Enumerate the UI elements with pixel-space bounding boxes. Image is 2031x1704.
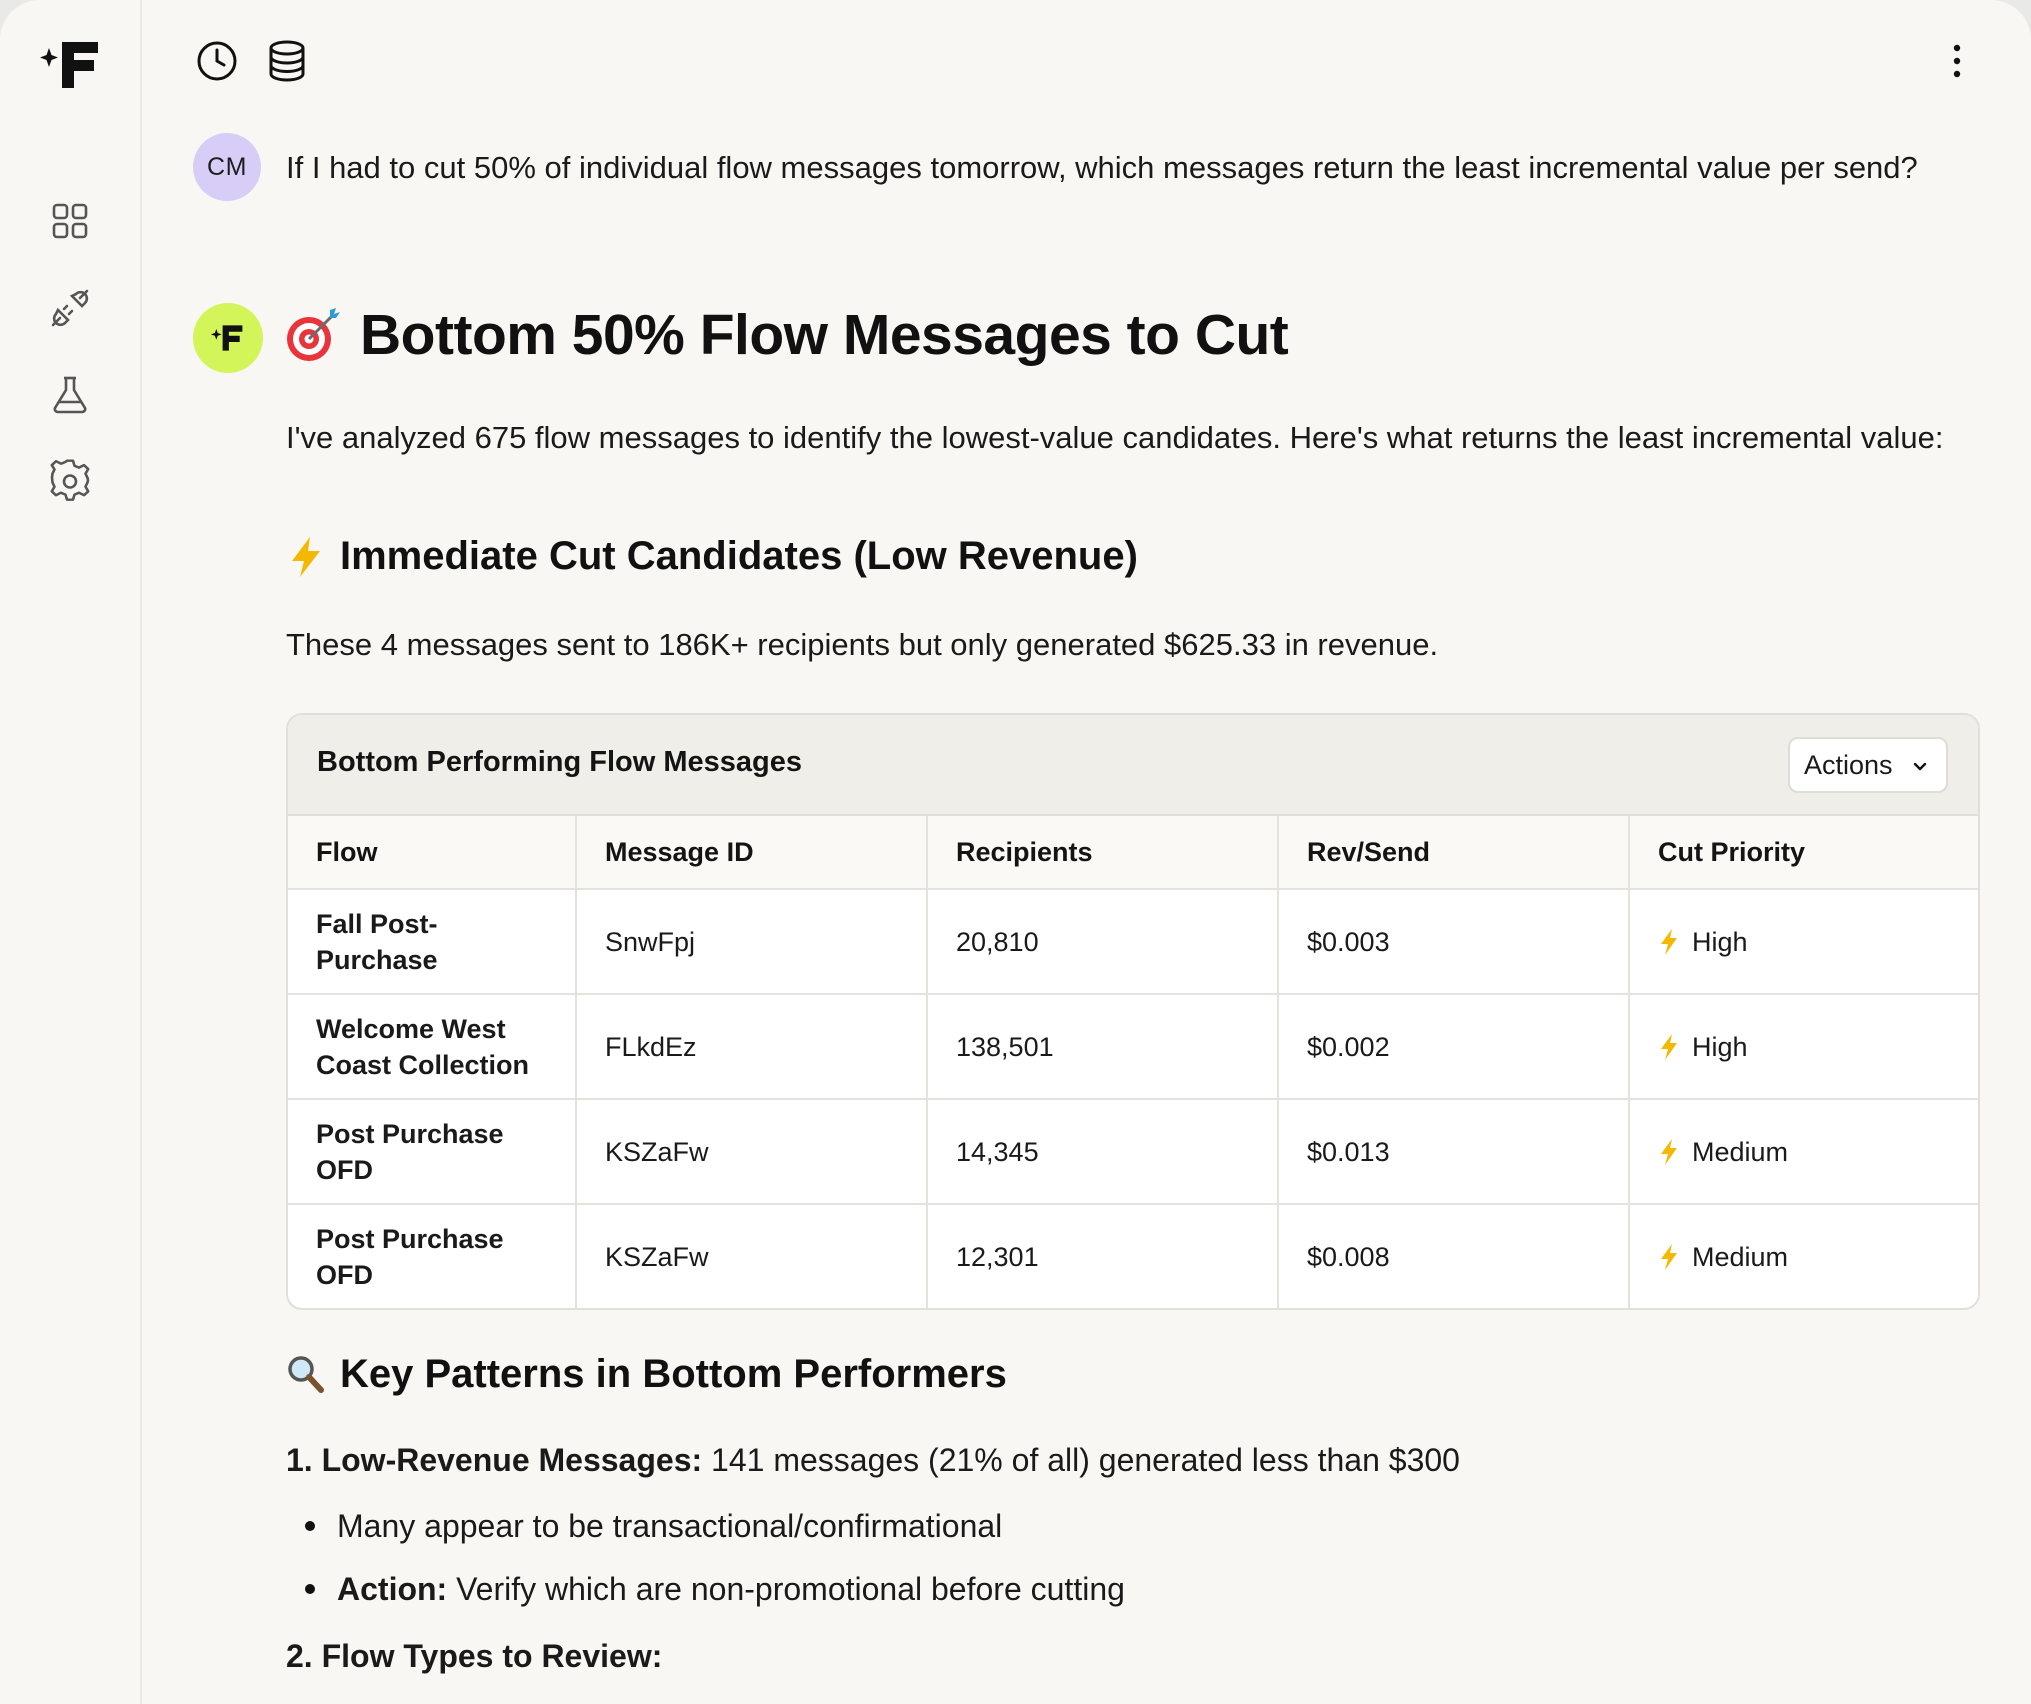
table-title: Bottom Performing Flow Messages xyxy=(317,746,803,778)
cell-flow: Welcome West Coast Collection xyxy=(288,994,576,1099)
cell-message-id: SnwFpj xyxy=(576,889,927,994)
flask-icon[interactable] xyxy=(47,372,93,418)
section-summary: These 4 messages sent to 186K+ recipients but only generated $625.33 in revenue. xyxy=(286,627,1439,662)
cell-cut-priority xyxy=(1629,889,1978,994)
list-item-flow-types xyxy=(286,1634,662,1679)
flow-messages-table xyxy=(288,816,1978,1309)
lightning-emoji xyxy=(286,535,326,579)
cell-message-id: KSZaFw xyxy=(576,1099,927,1204)
target-emoji xyxy=(284,306,342,364)
priority-label: Medium xyxy=(1692,1136,1789,1167)
bullet-item xyxy=(305,1504,1002,1549)
assistant-avatar xyxy=(193,303,263,373)
response-title xyxy=(284,302,1288,368)
cell-cut-priority xyxy=(1629,1099,1978,1204)
app-logo[interactable] xyxy=(40,38,102,92)
col-header-message-id: Message ID xyxy=(576,816,927,889)
priority-label: High xyxy=(1692,1031,1748,1062)
cell-recipients: 12,301 xyxy=(927,1204,1278,1309)
cell-recipients: 138,501 xyxy=(927,994,1278,1099)
plug-icon[interactable] xyxy=(47,285,93,331)
database-icon[interactable] xyxy=(264,38,310,84)
gear-icon[interactable] xyxy=(47,459,93,505)
section-heading-text: Immediate Cut Candidates (Low Revenue) xyxy=(340,534,1138,578)
actions-dropdown-button[interactable] xyxy=(1788,737,1948,793)
list-item-low-revenue xyxy=(286,1438,1460,1483)
user-message: If I had to cut 50% of individual flow messages tomorrow, which messages return the least incremental value per send? xyxy=(286,150,1918,185)
lightning-icon xyxy=(1658,1138,1680,1166)
cell-cut-priority xyxy=(1629,994,1978,1099)
table-row xyxy=(288,994,1978,1099)
table-row xyxy=(288,1204,1978,1309)
list-item-text: 141 messages (21% of all) generated less than $300 xyxy=(702,1442,1460,1478)
bullet-dot xyxy=(305,1521,315,1531)
list-item-label: 1. Low-Revenue Messages: xyxy=(286,1442,703,1478)
col-header-rev-send: Rev/Send xyxy=(1278,816,1629,889)
priority-badge xyxy=(1658,1239,1950,1275)
kebab-menu-icon[interactable] xyxy=(1940,38,1974,84)
lightning-icon xyxy=(1658,928,1680,956)
cell-rev-send: $0.013 xyxy=(1278,1099,1629,1204)
cell-flow: Post Purchase OFD xyxy=(288,1204,576,1309)
history-icon[interactable] xyxy=(194,38,240,84)
priority-badge xyxy=(1658,1029,1950,1065)
section-heading-text: Key Patterns in Bottom Performers xyxy=(340,1352,1007,1396)
cell-flow: Post Purchase OFD xyxy=(288,1099,576,1204)
table-row xyxy=(288,889,1978,994)
table-card xyxy=(286,713,1980,1310)
table-card-header xyxy=(288,715,1978,816)
response-intro: I've analyzed 675 flow messages to identify the lowest-value candidates. Here's what returns the least incremental value: xyxy=(286,420,1944,455)
user-avatar: CM xyxy=(193,133,261,201)
cell-recipients: 14,345 xyxy=(927,1099,1278,1204)
section-heading-cut-candidates xyxy=(286,534,1138,579)
chevron-down-icon xyxy=(1910,757,1930,777)
response-title-text: Bottom 50% Flow Messages to Cut xyxy=(360,303,1289,367)
cell-recipients: 20,810 xyxy=(927,889,1278,994)
cell-rev-send: $0.003 xyxy=(1278,889,1629,994)
priority-label: Medium xyxy=(1692,1242,1789,1272)
bullet-text: Many appear to be transactional/confirmational xyxy=(337,1508,1003,1544)
cell-rev-send: $0.002 xyxy=(1278,994,1629,1099)
lightning-icon xyxy=(1658,1033,1680,1061)
grid-icon[interactable] xyxy=(47,198,93,244)
table-row xyxy=(288,1099,1978,1204)
list-item-label: 2. Flow Types to Review: xyxy=(286,1638,663,1674)
cell-cut-priority xyxy=(1629,1204,1978,1309)
col-header-cut-priority: Cut Priority xyxy=(1629,816,1978,889)
bullet-item xyxy=(305,1567,1125,1612)
section-heading-key-patterns xyxy=(286,1352,1007,1397)
priority-badge xyxy=(1658,924,1950,960)
bullet-dot xyxy=(305,1584,315,1594)
cell-rev-send: $0.008 xyxy=(1278,1204,1629,1309)
cell-message-id: KSZaFw xyxy=(576,1204,927,1309)
magnifier-emoji xyxy=(286,1353,326,1397)
priority-label: High xyxy=(1692,926,1748,957)
col-header-recipients: Recipients xyxy=(927,816,1278,889)
table-header-row xyxy=(288,816,1978,889)
priority-badge xyxy=(1658,1134,1950,1170)
cell-flow: Fall Post-Purchase xyxy=(288,889,576,994)
bullet-label: Action: xyxy=(337,1571,448,1607)
actions-label: Actions xyxy=(1804,749,1893,780)
lightning-icon xyxy=(1658,1243,1680,1271)
cell-message-id: FLkdEz xyxy=(576,994,927,1099)
col-header-flow: Flow xyxy=(288,816,576,889)
bullet-text: Verify which are non-promotional before cutting xyxy=(447,1571,1125,1607)
sidebar xyxy=(0,0,142,1704)
